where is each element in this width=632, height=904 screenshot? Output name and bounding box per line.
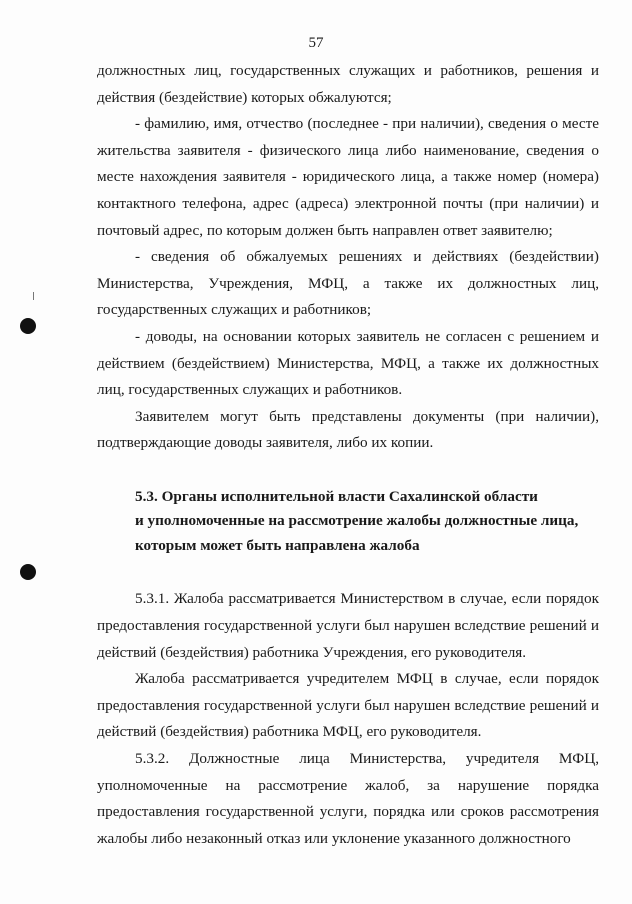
section-heading <box>97 485 599 559</box>
binder-hole-top <box>20 318 36 334</box>
paragraph-supporting-documents: Заявителем могут быть представлены документы (при наличии), подтверждающие доводы заявителя, либо их копии. <box>97 407 599 452</box>
clause-5-3-1: 5.3.1. Жалоба рассматривается Министерством в случае, если порядок предоставления государственной услуги был нарушен вследствие решений и действий (бездействия) работника Учреждения, его руководителя. <box>97 590 599 661</box>
list-item-arguments: - доводы, на основании которых заявитель не согласен с решением и действием (бездействием) Министерства, МФЦ, а также их должностных лиц, государственных служащих и работников. <box>97 327 599 399</box>
section-heading-line-3: которым может быть направлена жалоба <box>135 536 420 554</box>
list-item-applicant-details: - фамилию, имя, отчество (последнее - при наличии), сведения о месте жительства заявителя - физического лица либо наименование, сведения о месте нахождения заявителя - юридического лица, а также номер (номера) контактного телефона, адрес (адреса) электронной почты (при наличии) и почтовый адрес, по которым должен быть направлен ответ заявителю; <box>97 115 599 239</box>
spacer <box>97 558 599 586</box>
clause-5-3-2: 5.3.2. Должностные лица Министерства, учредителя МФЦ, уполномоченные на рассмотрение жалоб, за нарушение порядка предоставления государственной услуги, порядка или сроков рассмотрения жалобы либо незаконный отказ или уклонение указанного должностного <box>97 749 599 847</box>
page-number: 57 <box>308 35 324 51</box>
spacer <box>97 457 599 485</box>
paragraph-continuation: должностных лиц, государственных служащих и работников, решения и действия (бездействие) которых обжалуются; <box>97 62 599 106</box>
scan-mark <box>33 292 34 300</box>
section-heading-line-1: 5.3. Органы исполнительной власти Сахалинской области <box>135 487 538 505</box>
paragraph-mfc-founder: Жалоба рассматривается учредителем МФЦ в случае, если порядок предоставления государственной услуги был нарушен вследствие решений и действий (бездействия) работника МФЦ, его руководителя. <box>97 670 599 741</box>
binder-hole-bottom <box>20 564 36 580</box>
document-body <box>97 58 599 852</box>
list-item-appealed-decisions: - сведения об обжалуемых решениях и действиях (бездействии) Министерства, Учреждения, МФЦ, а также их должностных лиц, государственных служащих и работников; <box>97 248 599 319</box>
section-heading-line-2: и уполномоченные на рассмотрение жалобы должностные лица, <box>135 512 579 530</box>
